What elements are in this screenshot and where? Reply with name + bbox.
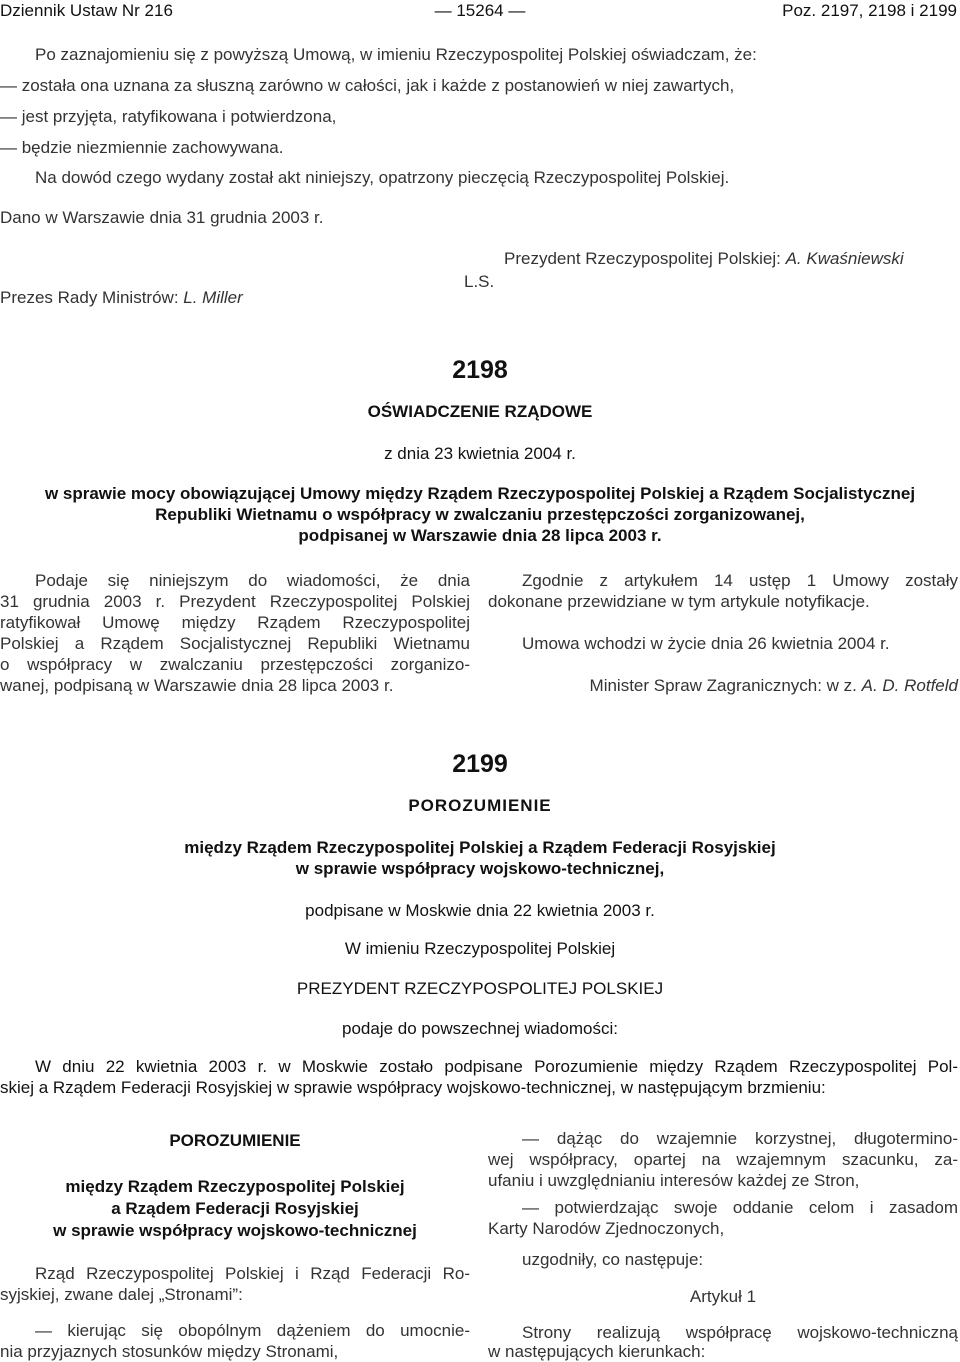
parties-line: w sprawie współpracy wojskowo-technicznej, (295, 859, 665, 878)
left-col-line: wanej, podpisaną w Warszawie dnia 28 lipca 2003 r. (0, 676, 394, 695)
section-date-2198: z dnia 23 kwietnia 2004 r. (384, 444, 576, 463)
podaje-text: podaje do powszechnej wiadomości: (342, 1019, 618, 1038)
seal-ls: L.S. (464, 272, 495, 291)
left-col-line: o współpracy w zwalczaniu przestępczości zorganizo- (0, 655, 470, 674)
agreement-parties-line: a Rządem Federacji Rosyjskiej (111, 1199, 359, 1218)
signed-text: podpisane w Moskwie dnia 22 kwietnia 2003 r. (305, 901, 655, 920)
position-numbers: Poz. 2197, 2198 i 2199 (782, 1, 957, 20)
parties-line: między Rządem Rzeczypospolitej Polskiej a Rządem Federacji Rosyjskiej (184, 838, 776, 857)
right-agreement-line: wej współpracy, opartej na wzajemnym szacunku, za- (488, 1150, 958, 1169)
declaration-item: — została ona uznana za słuszną zarówno w całości, jak i każde z postanowień w niej zawartych, (0, 76, 735, 95)
section-number-2198: 2198 (452, 356, 508, 384)
subject-line: w sprawie mocy obowiązującej Umowy między Rządem Rzeczypospolitej Polskiej a Rządem Socjalistycznej (44, 484, 916, 503)
pm-name: L. Miller (183, 288, 243, 307)
body-line: skiej a Rządem Federacji Rosyjskiej w sprawie współpracy wojskowo-technicznej, w następującym brzmieniu: (0, 1078, 826, 1097)
w-imieniu-text: W imieniu Rzeczypospolitej Polskiej (344, 939, 616, 958)
body-line: W dniu 22 kwietnia 2003 r. w Moskwie zostało podpisane Porozumienie między Rządem Rzeczypospolitej Pol- (35, 1057, 958, 1076)
section-title-2198: OŚWIADCZENIE RZĄDOWE (367, 402, 593, 421)
right-col-line: Zgodnie z artykułem 14 ustęp 1 Umowy zostały (522, 571, 958, 590)
subject-line: podpisanej w Warszawie dnia 28 lipca 2003 r. (298, 526, 662, 545)
left-agreement-line: — kierując się obopólnym dążeniem do umocnie- (35, 1321, 470, 1340)
left-col-line: Polskiej a Rządem Socjalistycznej Republiki Wietnamu (0, 634, 470, 653)
agreement-title: POROZUMIENIE (169, 1131, 301, 1150)
president-name: A. Kwaśniewski (785, 249, 904, 268)
minister-name: A. D. Rotfeld (861, 676, 958, 695)
agreement-parties-line: w sprawie współpracy wojskowo-technicznej (53, 1221, 417, 1240)
right-agreement-line: — dążąc do wzajemnie korzystnej, długotermino- (522, 1129, 958, 1148)
uzgodnily-text: uzgodniły, co następuje: (522, 1250, 704, 1269)
article-text-line: w następujących kierunkach: (488, 1342, 706, 1361)
declaration-item: — będzie niezmiennie zachowywana. (0, 138, 284, 157)
left-col-line: Podaje się niniejszym do wiadomości, że dnia (35, 571, 470, 590)
left-col-line: ratyfikował Umowę między Rządem Rzeczypospolitej (0, 613, 470, 632)
effective-date-text: Umowa wchodzi w życie dnia 26 kwietnia 2004 r. (522, 634, 890, 653)
left-col-line: 31 grudnia 2003 r. Prezydent Rzeczypospolitej Polskiej (0, 592, 470, 611)
left-agreement-line: syjskiej, zwane dalej „Stronami”: (0, 1285, 243, 1304)
right-col-line: dokonane przewidziane w tym artykule notyfikacje. (488, 592, 870, 611)
journal-title: Dziennik Ustaw Nr 216 (0, 1, 173, 20)
article-text-line: Strony realizują współpracę wojskowo-techniczną (522, 1323, 958, 1342)
intro-text: Po zaznajomieniu się z powyższą Umową, w imieniu Rzeczypospolitej Polskiej oświadczam, że: (35, 45, 757, 64)
president-signature (504, 248, 904, 269)
right-agreement-line: Karty Narodów Zjednoczonych, (488, 1219, 725, 1238)
pm-signature (0, 287, 243, 308)
article-heading: Artykuł 1 (689, 1287, 757, 1306)
minister-signature (590, 675, 958, 696)
pm-label: Prezes Rady Ministrów: (0, 288, 184, 307)
president-label: Prezydent Rzeczypospolitej Polskiej: (504, 249, 786, 268)
na-dowod-text: Na dowód czego wydany został akt niniejszy, opatrzony pieczęcią Rzeczypospolitej Polskiej. (35, 168, 730, 187)
declaration-item: — jest przyjęta, ratyfikowana i potwierdzona, (0, 107, 337, 126)
left-agreement-line: Rząd Rzeczypospolitej Polskiej i Rząd Federacji Ro- (35, 1264, 470, 1283)
section-title-2199: POROZUMIENIE (408, 796, 552, 815)
agreement-parties-line: między Rządem Rzeczypospolitej Polskiej (65, 1177, 405, 1196)
dano-text: Dano w Warszawie dnia 31 grudnia 2003 r. (0, 208, 324, 227)
page-number: — 15264 — (434, 1, 526, 20)
section-number-2199: 2199 (452, 750, 508, 778)
right-agreement-line: — potwierdzając swoje oddanie celom i zasadom (522, 1198, 958, 1217)
left-agreement-line: nia przyjaznych stosunków między Stronami, (0, 1342, 339, 1361)
subject-line: Republiki Wietnamu o współpracy w zwalczaniu przestępczości zorganizowanej, (155, 505, 805, 524)
minister-label: Minister Spraw Zagranicznych: w z. (589, 676, 862, 695)
prezydent-text: PREZYDENT RZECZYPOSPOLITEJ POLSKIEJ (296, 979, 664, 998)
right-agreement-line: ufaniu i uwzględnianiu interesów każdej ze Stron, (488, 1171, 860, 1190)
